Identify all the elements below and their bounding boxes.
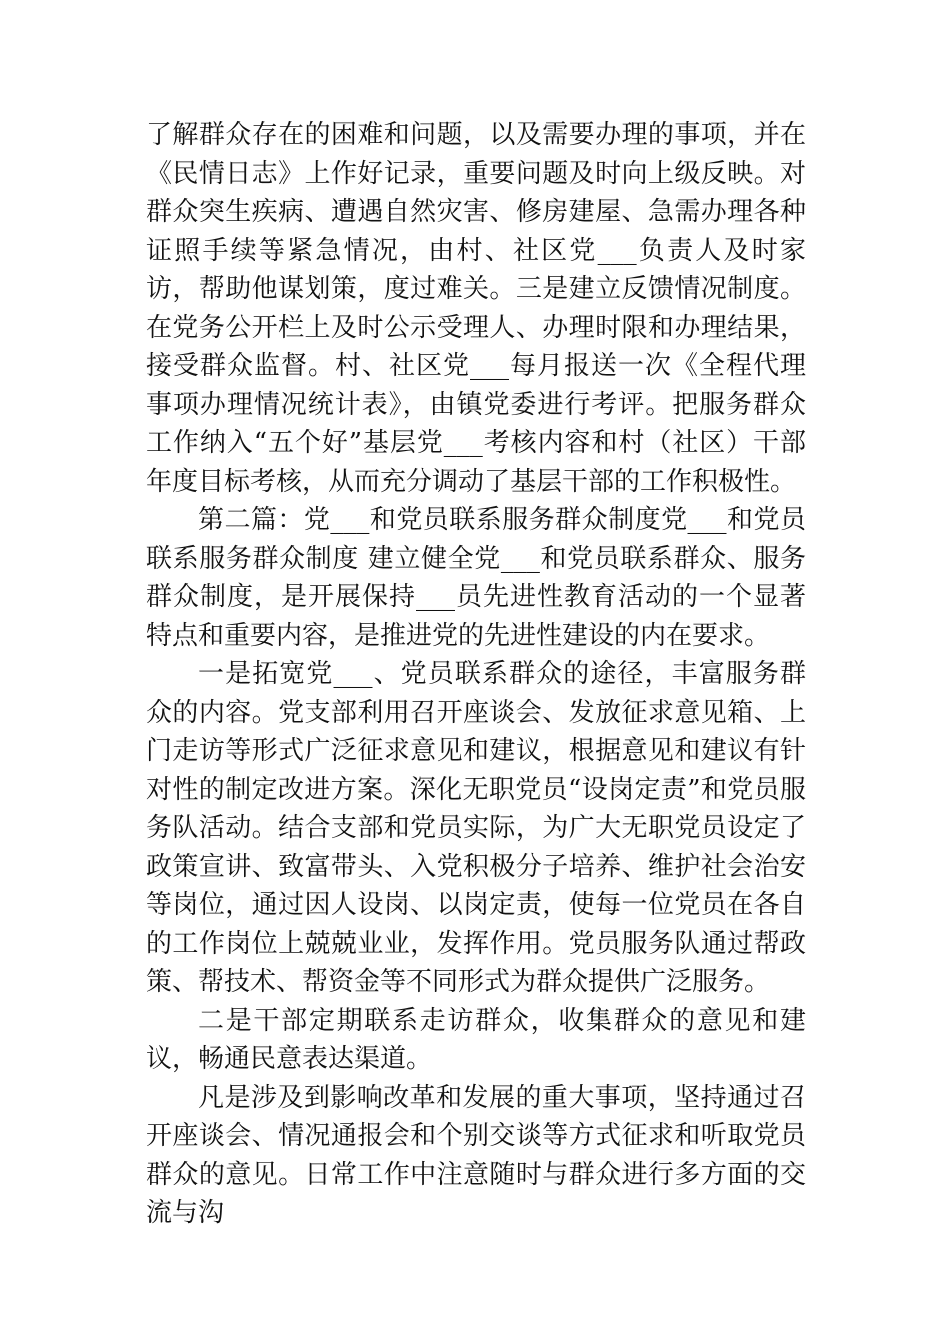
document-page bbox=[146, 116, 806, 1233]
paragraph-3: 一是拓宽党___、党员联系群众的途径，丰富服务群众的内容。党支部利用召开座谈会、发放征求意见箱、上门走访等形式广泛征求意见和建议，根据意见和建议有针对性的制定改进方案。深化无职党员“设岗定责”和党员服务队活动。结合支部和党员实际，为广大无职党员设定了政策宣讲、致富带头、入党积极分子培养、维护社会治安等岗位，通过因人设岗、以岗定责，使每一位党员在各自的工作岗位上兢兢业业，发挥作用。党员服务队通过帮政策、帮技术、帮资金等不同形式为群众提供广泛服务。 bbox=[146, 659, 806, 997]
paragraph-4: 二是干部定期联系走访群众，收集群众的意见和建议，畅通民意表达渠道。 bbox=[146, 1005, 806, 1074]
paragraph-1: 了解群众存在的困难和问题，以及需要办理的事项，并在《民情日志》上作好记录，重要问题及时向上级反映。对群众突生疾病、遭遇自然灾害、修房建屋、急需办理各种证照手续等紧急情况，由村、社区党___负责人及时家访，帮助他谋划策，度过难关。三是建立反馈情况制度。在党务公开栏上及时公示受理人、办理时限和办理结果，接受群众监督。村、社区党___每月报送一次《全程代理事项办理情况统计表》，由镇党委进行考评。把服务群众工作纳入“五个好”基层党___考核内容和村（社区）干部年度目标考核，从而充分调动了基层干部的工作积极性。 bbox=[146, 120, 806, 497]
paragraph-2: 第二篇：党___和党员联系服务群众制度党___和党员联系服务群众制度 建立健全党___和党员联系群众、服务群众制度，是开展保持___员先进性教育活动的一个显著特点和重要内容，是推进党的先进性建设的内在要求。 bbox=[146, 505, 806, 651]
paragraph-5: 凡是涉及到影响改革和发展的重大事项，坚持通过召开座谈会、情况通报会和个别交谈等方式征求和听取党员群众的意见。日常工作中注意随时与群众进行多方面的交流与沟 bbox=[146, 1082, 806, 1228]
